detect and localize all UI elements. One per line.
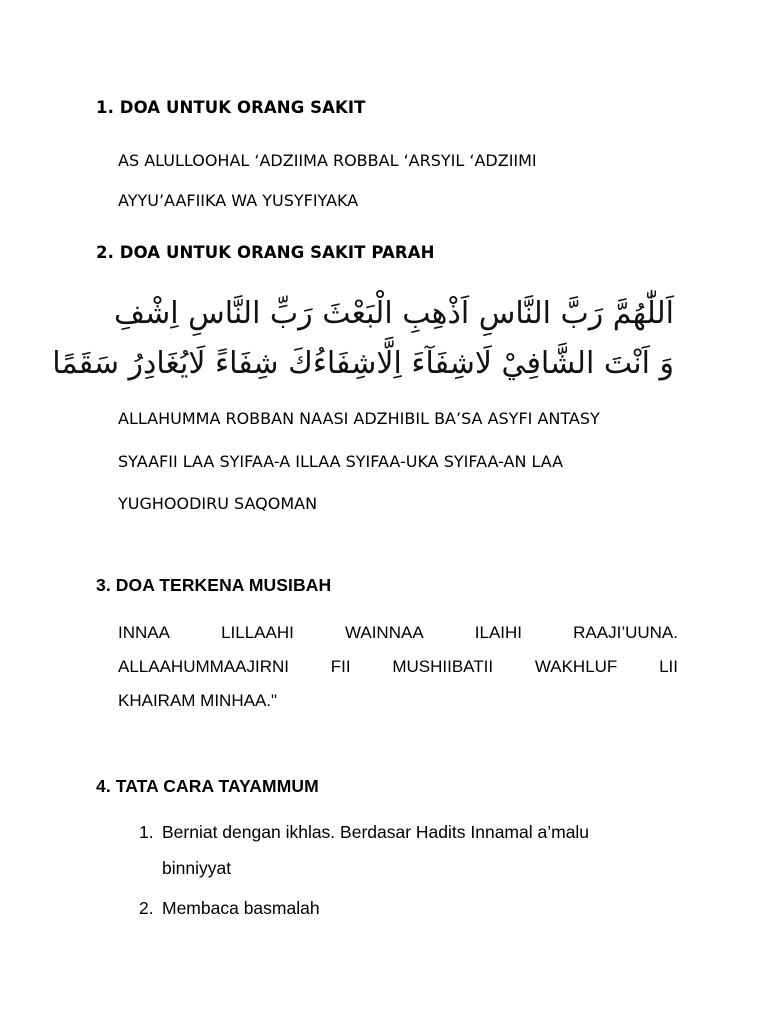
section-1-heading: 1. DOA UNTUK ORANG SAKIT — [96, 98, 366, 117]
section-4-heading: 4. TATA CARA TAYAMMUM — [96, 776, 319, 796]
section-2-line-3: YUGHOODIRU SAQOMAN — [118, 494, 318, 513]
word: WAKHLUF — [534, 657, 618, 676]
word: MUSHIIBATII — [392, 657, 494, 676]
list-item-2-number: 2. — [139, 898, 154, 918]
list-item-1-number: 1. — [139, 822, 154, 842]
list-item-1-line-1: Berniat dengan ikhlas. Berdasar Hadits Innamal a’malu — [162, 822, 590, 842]
section-2-line-1: ALLAHUMMA ROBBAN NAASI ADZHIBIL BA’SA ASYFI ANTASY — [118, 409, 600, 428]
section-3-paragraph — [118, 616, 678, 718]
word: WAINNAA — [344, 623, 424, 642]
section-1-line-1: AS ALULLOOHAL ‘ADZIIMA ROBBAL ‘ARSYIL ‘ADZIIMI — [118, 151, 537, 170]
word: LII — [659, 657, 678, 676]
arabic-prayer-line-2: وَ اَنْتَ الشَّافِيْ لَاشِفَآءَ اِلَّاشِفَاءُكَ شِفَاءً لَايُغَادِرُ سَقَمًا — [52, 346, 674, 381]
word: ILAIHI — [474, 623, 523, 642]
word: FII — [330, 657, 351, 676]
word: ALLAAHUMMAAJIRNI — [118, 657, 289, 676]
section-3-line-1 — [118, 616, 678, 650]
section-2-line-2: SYAAFII LAA SYIFAA-A ILLAA SYIFAA-UKA SYIFAA-AN LAA — [118, 452, 564, 471]
section-2-heading: 2. DOA UNTUK ORANG SAKIT PARAH — [96, 243, 435, 262]
word: INNAA — [118, 623, 170, 642]
section-3-heading: 3. DOA TERKENA MUSIBAH — [96, 575, 332, 595]
list-item-2-line-1: Membaca basmalah — [162, 898, 320, 918]
word: RAAJI’UUNA. — [573, 623, 678, 642]
arabic-prayer-line-1: اَللّٰهُمَّ رَبَّ النَّاسِ اَذْهِبِ الْبَعْثَ رَبِّ النَّاسِ اِشْفِ — [114, 296, 674, 331]
list-item-1-line-2: binniyyat — [162, 858, 232, 878]
section-1-line-2: AYYU’AAFIIKA WA YUSYFIYAKA — [118, 191, 359, 210]
word: LILLAAHI — [221, 623, 294, 642]
section-3-line-3 — [118, 684, 678, 718]
word: KHAIRAM MINHAA." — [118, 691, 278, 710]
section-3-line-2 — [118, 650, 678, 684]
